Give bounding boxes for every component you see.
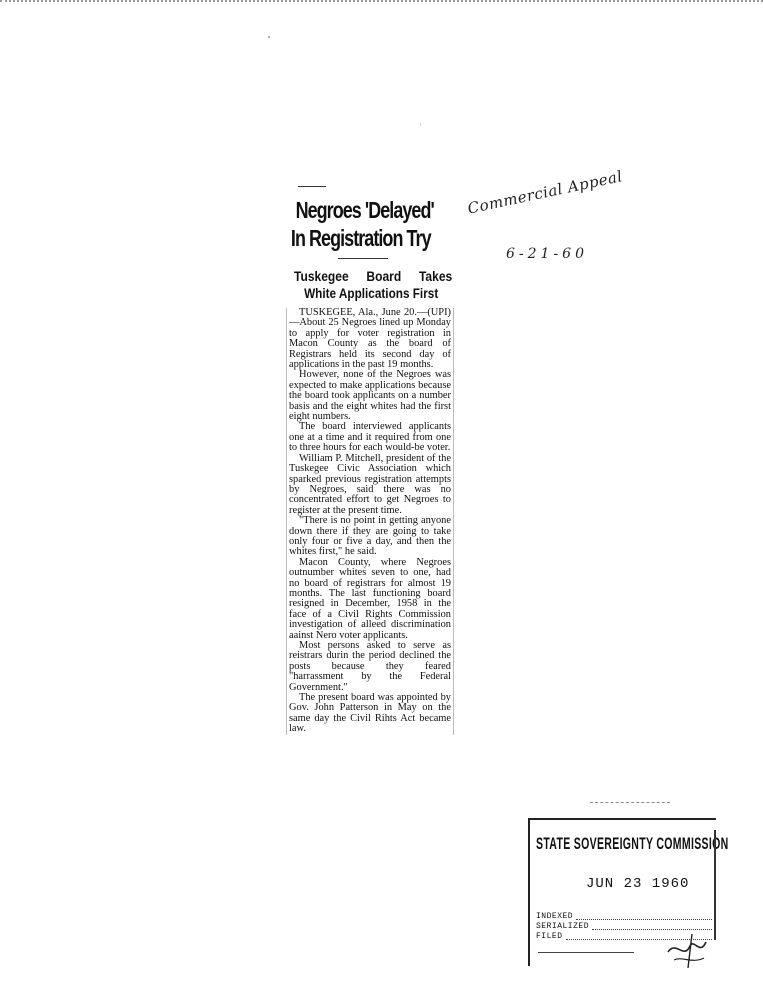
article-paragraph: The board interviewed applicants one at a time and it required from one to three hours for each would-be voter. xyxy=(289,421,451,454)
stamp-line-label: FILED xyxy=(536,932,563,941)
article-paragraph: However, none of the Negroes was expected to make applications because the board took applicants on a number basis and the eight whites had the first eight numbers. xyxy=(289,369,451,423)
subheadline-line-1 xyxy=(294,268,452,285)
article-body xyxy=(286,308,454,735)
article-paragraph: Most persons asked to serve as reistrars durin the period declined the posts because they feared "harrassment by the Federal Government." xyxy=(289,640,451,693)
headline-divider xyxy=(338,258,388,259)
headline-line-2: In Registration Try xyxy=(290,225,431,251)
handwritten-source-note: Commercial Appeal xyxy=(466,167,625,218)
subheadline-line-2: White Applications First xyxy=(304,285,439,301)
stamp-bottom-rule xyxy=(538,952,634,953)
stamp-date: JUN 23 1960 xyxy=(586,876,690,892)
subheadline-word: Takes xyxy=(418,268,453,284)
stamp-smudge xyxy=(590,802,670,811)
scan-speck xyxy=(420,124,421,125)
subheadline xyxy=(294,268,452,302)
newspaper-clipping xyxy=(280,186,452,826)
scan-speck xyxy=(268,36,270,38)
stamp-right-border xyxy=(714,830,716,940)
clipping-top-rule xyxy=(298,186,326,187)
stamp-title: STATE SOVEREIGNTY COMMISSION xyxy=(536,834,729,853)
subheadline-word: Tuskegee xyxy=(294,268,349,284)
headline-line-1: Negroes 'Delayed' xyxy=(295,197,434,223)
stamp-line-label: SERIALIZED xyxy=(536,922,590,931)
article-paragraph: William P. Mitchell, president of the Tuskegee Civic Association which sparked previous registration attempts by Negroes, said there was no concentrated effort to get Negroes to register at the present time. xyxy=(289,452,451,516)
page-top-edge xyxy=(0,0,763,2)
headline xyxy=(280,196,434,252)
article-paragraph: Macon County, where Negroes outnumber whites seven to one, had no board of registrars for almost 19 months. The last functioning board resigned in December, 1958 in the face of a Civil Rights Commission investigation of alleed discrimination aainst Nero voter applicants. xyxy=(289,556,451,641)
stamp-line-fill xyxy=(576,919,712,920)
article-paragraph: The present board was appointed by Gov. John Patterson in May on the same day the Civil Rihts Act became law. xyxy=(289,692,451,735)
subheadline-word: Board xyxy=(366,268,402,284)
stamp-line-indexed xyxy=(536,912,712,922)
handwritten-initials-icon xyxy=(662,930,712,970)
handwritten-date-note: 6-21-60 xyxy=(506,246,588,262)
article-paragraph: "There is no point in getting anyone down there if they are going to take only four or five a day, and then the whites first," he said. xyxy=(289,515,451,558)
stamp-line-label: INDEXED xyxy=(536,912,574,921)
article-paragraph: TUSKEGEE, Ala., June 20.—(UPI)—About 25 Negroes lined up Monday to apply for voter registration in Macon County as the board of Registrars held its second day of applications in the past 19 months. xyxy=(289,307,451,371)
